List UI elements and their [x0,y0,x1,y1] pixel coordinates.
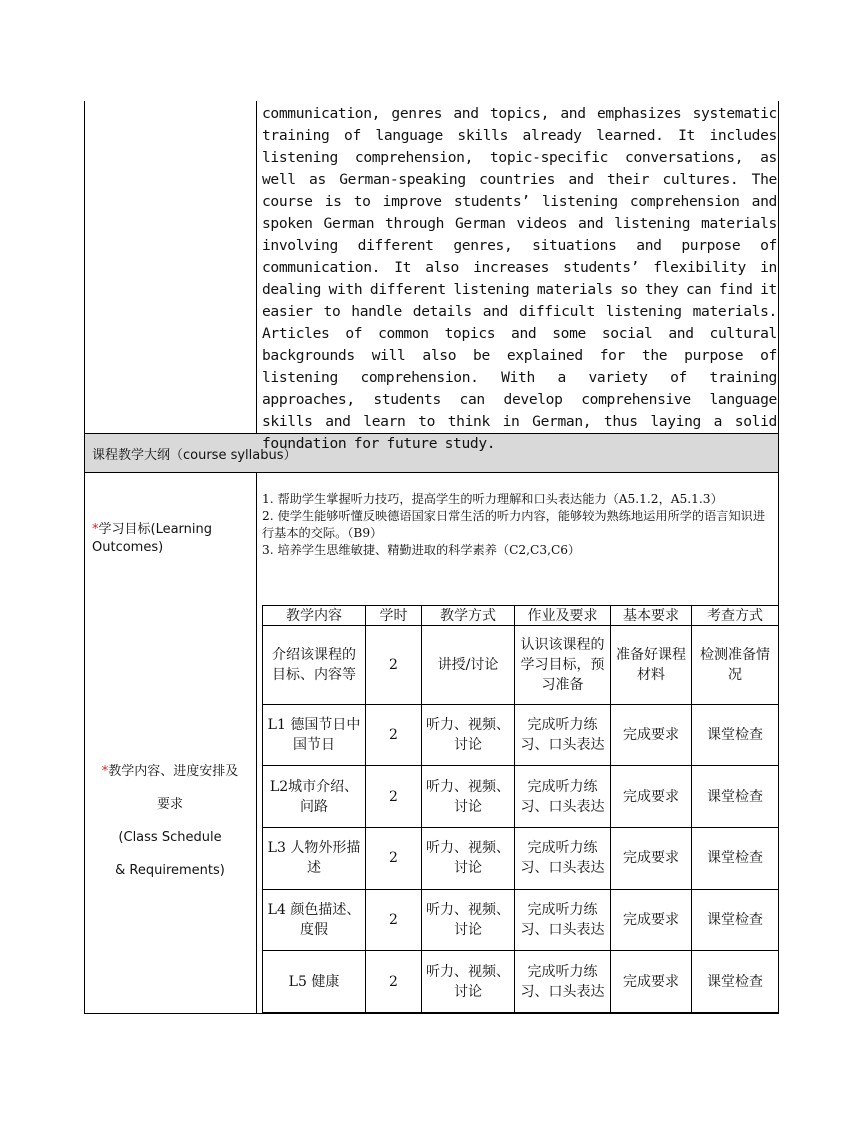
cell-basic-requirements: 完成要求 [611,951,692,1013]
table-row [263,828,779,890]
cell-hours: 2 [366,766,422,828]
cell-hours: 2 [366,704,422,766]
cell-method: 讲授/讨论 [422,626,515,705]
cell-hours: 2 [366,626,422,705]
row-divider [84,472,779,473]
bottom-border [84,1013,779,1014]
learning-outcomes-label: *学习目标(Learning Outcomes) [92,522,213,555]
table-row [263,704,779,766]
cell-assessment: 课堂检查 [692,828,779,890]
learning-outcomes-list [262,491,777,559]
table-row [263,889,779,951]
schedule-header-row [263,606,779,626]
cell-method: 听力、视频、讨论 [422,828,515,890]
column-header-method: 教学方式 [422,606,515,626]
table-row [263,951,779,1013]
cell-content: 介绍该课程的目标、内容等 [263,626,366,705]
cell-basic-requirements: 完成要求 [611,889,692,951]
cell-homework: 完成听力练习、口头表达 [515,828,611,890]
cell-homework: 完成听力练习、口头表达 [515,766,611,828]
schedule-label: *教学内容、进度安排及 要求 (Class Schedule & Requirements) [101,764,239,878]
course-table [84,101,779,1014]
cell-method: 听力、视频、讨论 [422,766,515,828]
course-description [262,103,777,455]
column-header-homework: 作业及要求 [515,606,611,626]
outcome-item: 1. 帮助学生掌握听力技巧，提高学生的听力理解和口头表达能力（A5.1.2，A5.1.3） [262,492,723,506]
column-header-basic-requirements: 基本要求 [611,606,692,626]
cell-content: L5 健康 [263,951,366,1013]
cell-assessment: 课堂检查 [692,951,779,1013]
cell-assessment: 检测准备情况 [692,626,779,705]
description-paragraph: communication, genres and topics, and emphasizes systematic training of language skills already learned. It includes listening comprehension, topic-specific conversations, as well as German-speaking countries and their cultures. The course is to improve students’ listening comprehension and spoken German through German videos and listening materials involving different genres, situations and purpose of communication. It also increases students’ flexibility in dealing with different listening materials so they can find it easier to handle details and difficult listening materials. Articles of common topics and some social and cultural backgrounds will also be explained for the purpose of listening comprehension. With a variety of training approaches, students can develop comprehensive language skills and learn to think in German, thus laying a solid foundation for future study. [262,105,777,452]
outcome-item: 2. 使学生能够听懂反映德语国家日常生活的听力内容，能够较为熟练地运用所学的语言知识进行基本的交际。（B9） [262,509,766,540]
cell-homework: 认识该课程的学习目标，预习准备 [515,626,611,705]
table-row [263,766,779,828]
column-header-content: 教学内容 [263,606,366,626]
outcome-item: 3. 培养学生思维敏捷、精勤进取的科学素养（C2,C3,C6） [262,543,581,557]
column-header-assessment: 考查方式 [692,606,779,626]
cell-basic-requirements: 完成要求 [611,828,692,890]
cell-content: L4 颜色描述、度假 [263,889,366,951]
cell-hours: 2 [366,951,422,1013]
column-divider-bottom [256,472,257,1014]
cell-homework: 完成听力练习、口头表达 [515,704,611,766]
cell-method: 听力、视频、讨论 [422,889,515,951]
cell-assessment: 课堂检查 [692,766,779,828]
cell-content: L3 人物外形描述 [263,828,366,890]
cell-method: 听力、视频、讨论 [422,951,515,1013]
cell-content: L2城市介绍、问路 [263,766,366,828]
cell-method: 听力、视频、讨论 [422,704,515,766]
table-row [263,626,779,705]
cell-hours: 2 [366,889,422,951]
cell-homework: 完成听力练习、口头表达 [515,951,611,1013]
schedule-table [262,605,779,1013]
required-asterisk: * [92,522,99,537]
cell-assessment: 课堂检查 [692,704,779,766]
cell-content: L1 德国节日中国节日 [263,704,366,766]
column-header-hours: 学时 [366,606,422,626]
cell-hours: 2 [366,828,422,890]
cell-basic-requirements: 完成要求 [611,704,692,766]
cell-homework: 完成听力练习、口头表达 [515,889,611,951]
required-asterisk: * [101,764,109,779]
syllabus-heading: 课程教学大纲（course syllabus） [92,448,297,463]
cell-basic-requirements: 准备好课程材料 [611,626,692,705]
cell-assessment: 课堂检查 [692,889,779,951]
cell-basic-requirements: 完成要求 [611,766,692,828]
column-divider-top [256,101,257,433]
